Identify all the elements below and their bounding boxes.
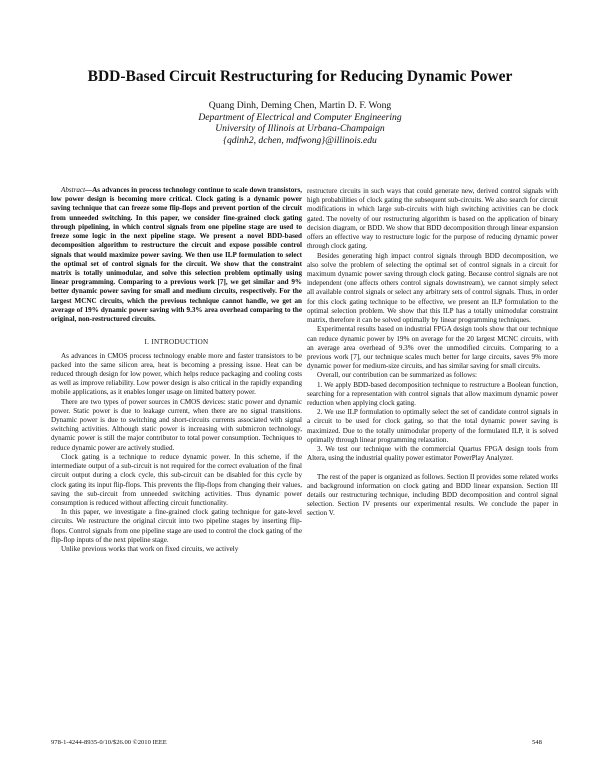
abstract — [51, 186, 302, 324]
right-column — [307, 187, 558, 519]
abstract-text: —As advances in process technology continue to scale down transistors, low power design is becoming more critical. Clock gating is a dynamic power saving technique that can freeze some flip-flops and prevent portion of the circuit from unneeded switching. In this paper, we consider fine-grained clock gating through pipelining, in which control signals from one pipeline stage are used to freeze some logic in the next pipeline stage. We present a novel BDD-based decomposition algorithm to restructure the circuit and expose possible control signals that would maximize power saving. We then use ILP formulation to select the optimal set of control signals for the circuit. We show that the constraint matrix is totally unimodular, and solve this selection problem optimally using linear programming. Comparing to a previous work [7], we get similar and 9% better dynamic power saving for small and medium circuits, respectively. For the largest MCNC circuits, which the previous technique cannot handle, we get an average of 19% dynamic power saving with 9.3% area overhead comparing to the original, non-restructured circuits. — [51, 186, 302, 324]
body-paragraph: Besides generating high impact control signals through BDD decomposition, we also solve the problem of selecting the optimal set of control signals in a circuit for maximum dynamic power saving through clock gating. Because control signals are not independent (one affects others control signals downstream), we cannot simply select all available control signals or select any arbitrary sets of control signals. Thus, in order for this clock gating technique to be effective, we present an ILP formulation to the optimal selection problem. We show that this ILP has a totally unimodular constraint matrix, therefore it can be solved optimally by linear programming techniques. — [307, 251, 558, 325]
intro-paragraph: Clock gating is a technique to reduce dynamic power. In this scheme, if the intermediate output of a sub-circuit is not required for the correct evaluation of the final circuit output during a clock cycle, this sub-circuit can be disabled for this cycle by clock gating its input flip-flops. This prevents the flip-flops from changing their values, saving the sub-circuit from unneeded switching activities. Thus dynamic power consumption is reduced without affecting circuit functionality. — [51, 452, 302, 507]
intro-paragraph: There are two types of power sources in CMOS devices: static power and dynamic power. Static power is due to leakage current, when there are no signal transitions. Dynamic power is due to switching and short-circuits currents associated with signal switching activities. Although static power is increasing with submicron technology, dynamic power is still the major contributor to total power consumption. Techniques to reduce dynamic power are actively studied. — [51, 397, 302, 452]
contribution-item: 2. We use ILP formulation to optimally select the set of candidate control signals in a circuit to be used for clock gating, so that the total dynamic power saving is maximized. Due to the totally unimodular property of the formulated ILP, it is solved optimally through linear programming relaxation. — [307, 408, 558, 444]
author-university: University of Illinois at Urbana-Champaign — [215, 123, 385, 134]
body-paragraph: restructure circuits in such ways that could generate new, derived control signals with high probabilities of clock gating the subsequent sub-circuits. We also search for circuit modifications in which large sub-circuits with high switching activities can be clock gated. The novelty of our restructuring algorithm is based on the application of binary decision diagram, or BDD. We show that BDD decomposition through linear expansion offers an effective way to restructure logic for the purpose of reducing dynamic power through clock gating. — [307, 187, 558, 251]
body-paragraph: Overall, our contribution can be summarized as follows: — [317, 371, 477, 380]
section-heading-introduction: I. INTRODUCTION — [144, 338, 209, 347]
page-number: 548 — [532, 739, 542, 746]
abstract-label: Abstract — [61, 186, 86, 194]
author-emails: {qdinh2, dchen, mdfwong}@illinois.edu — [223, 134, 377, 146]
footer-copyright: 978-1-4244-8935-0/10/$26.00 ©2010 IEEE — [51, 739, 167, 746]
body-paragraph: The rest of the paper is organized as follows. Section II provides some related works and background information on clock gating and BDD linear expansion. Section III details our restructuring technique, including BDD decomposition and control signal selection. Section IV presents our experimental results. We conclude the paper in section V. — [307, 472, 558, 518]
intro-paragraph: As advances in CMOS process technology enable more and faster transistors to be packed into the same silicon area, heat is becoming a pressing issue. Heat can be reduced through design for low power, which helps reduce packaging and cooling costs as well as improve reliability. Low power design is also critical in the rapidly expanding mobile applications, as it enables longer usage on limited battery power. — [51, 351, 302, 397]
paper-title: BDD-Based Circuit Restructuring for Reducing Dynamic Power — [87, 68, 513, 85]
paragraph-gap — [307, 464, 558, 473]
left-column — [51, 186, 302, 554]
author-department: Department of Electrical and Computer Engineering — [198, 111, 402, 123]
author-names: Quang Dinh, Deming Chen, Martin D. F. Wong — [208, 100, 392, 111]
intro-paragraph: In this paper, we investigate a fine-grained clock gating technique for gate-level circuits. We restructure the original circuit into two pipeline stages by inserting flip-flops. Control signals from one pipeline stage are used to control the clock gating of the flip-flop inputs of the next pipeline stage. — [51, 508, 302, 544]
intro-paragraph: Unlike previous works that work on fixed circuits, we actively — [61, 545, 239, 554]
contribution-item: 1. We apply BDD-based decomposition technique to restructure a Boolean function, searching for a representation with control signals that allow maximum dynamic power reduction when applying clock gating. — [307, 380, 558, 408]
contribution-item: 3. We test our technique with the commercial Quartus FPGA design tools from Altera, using the industrial quality power estimator PowerPlay Analyzer. — [307, 445, 558, 463]
body-paragraph: Experimental results based on industrial FPGA design tools show that our technique can reduce dynamic power by 19% on average for the 20 largest MCNC circuits, with an average area overhead of 9.3% over the unmodified circuits. Comparing to a previous work [7], our technique scales much better for large circuits, saves 9% more dynamic power for medium-size circuits, and has similar saving for small circuits. — [307, 325, 558, 371]
author-block — [40, 100, 560, 146]
